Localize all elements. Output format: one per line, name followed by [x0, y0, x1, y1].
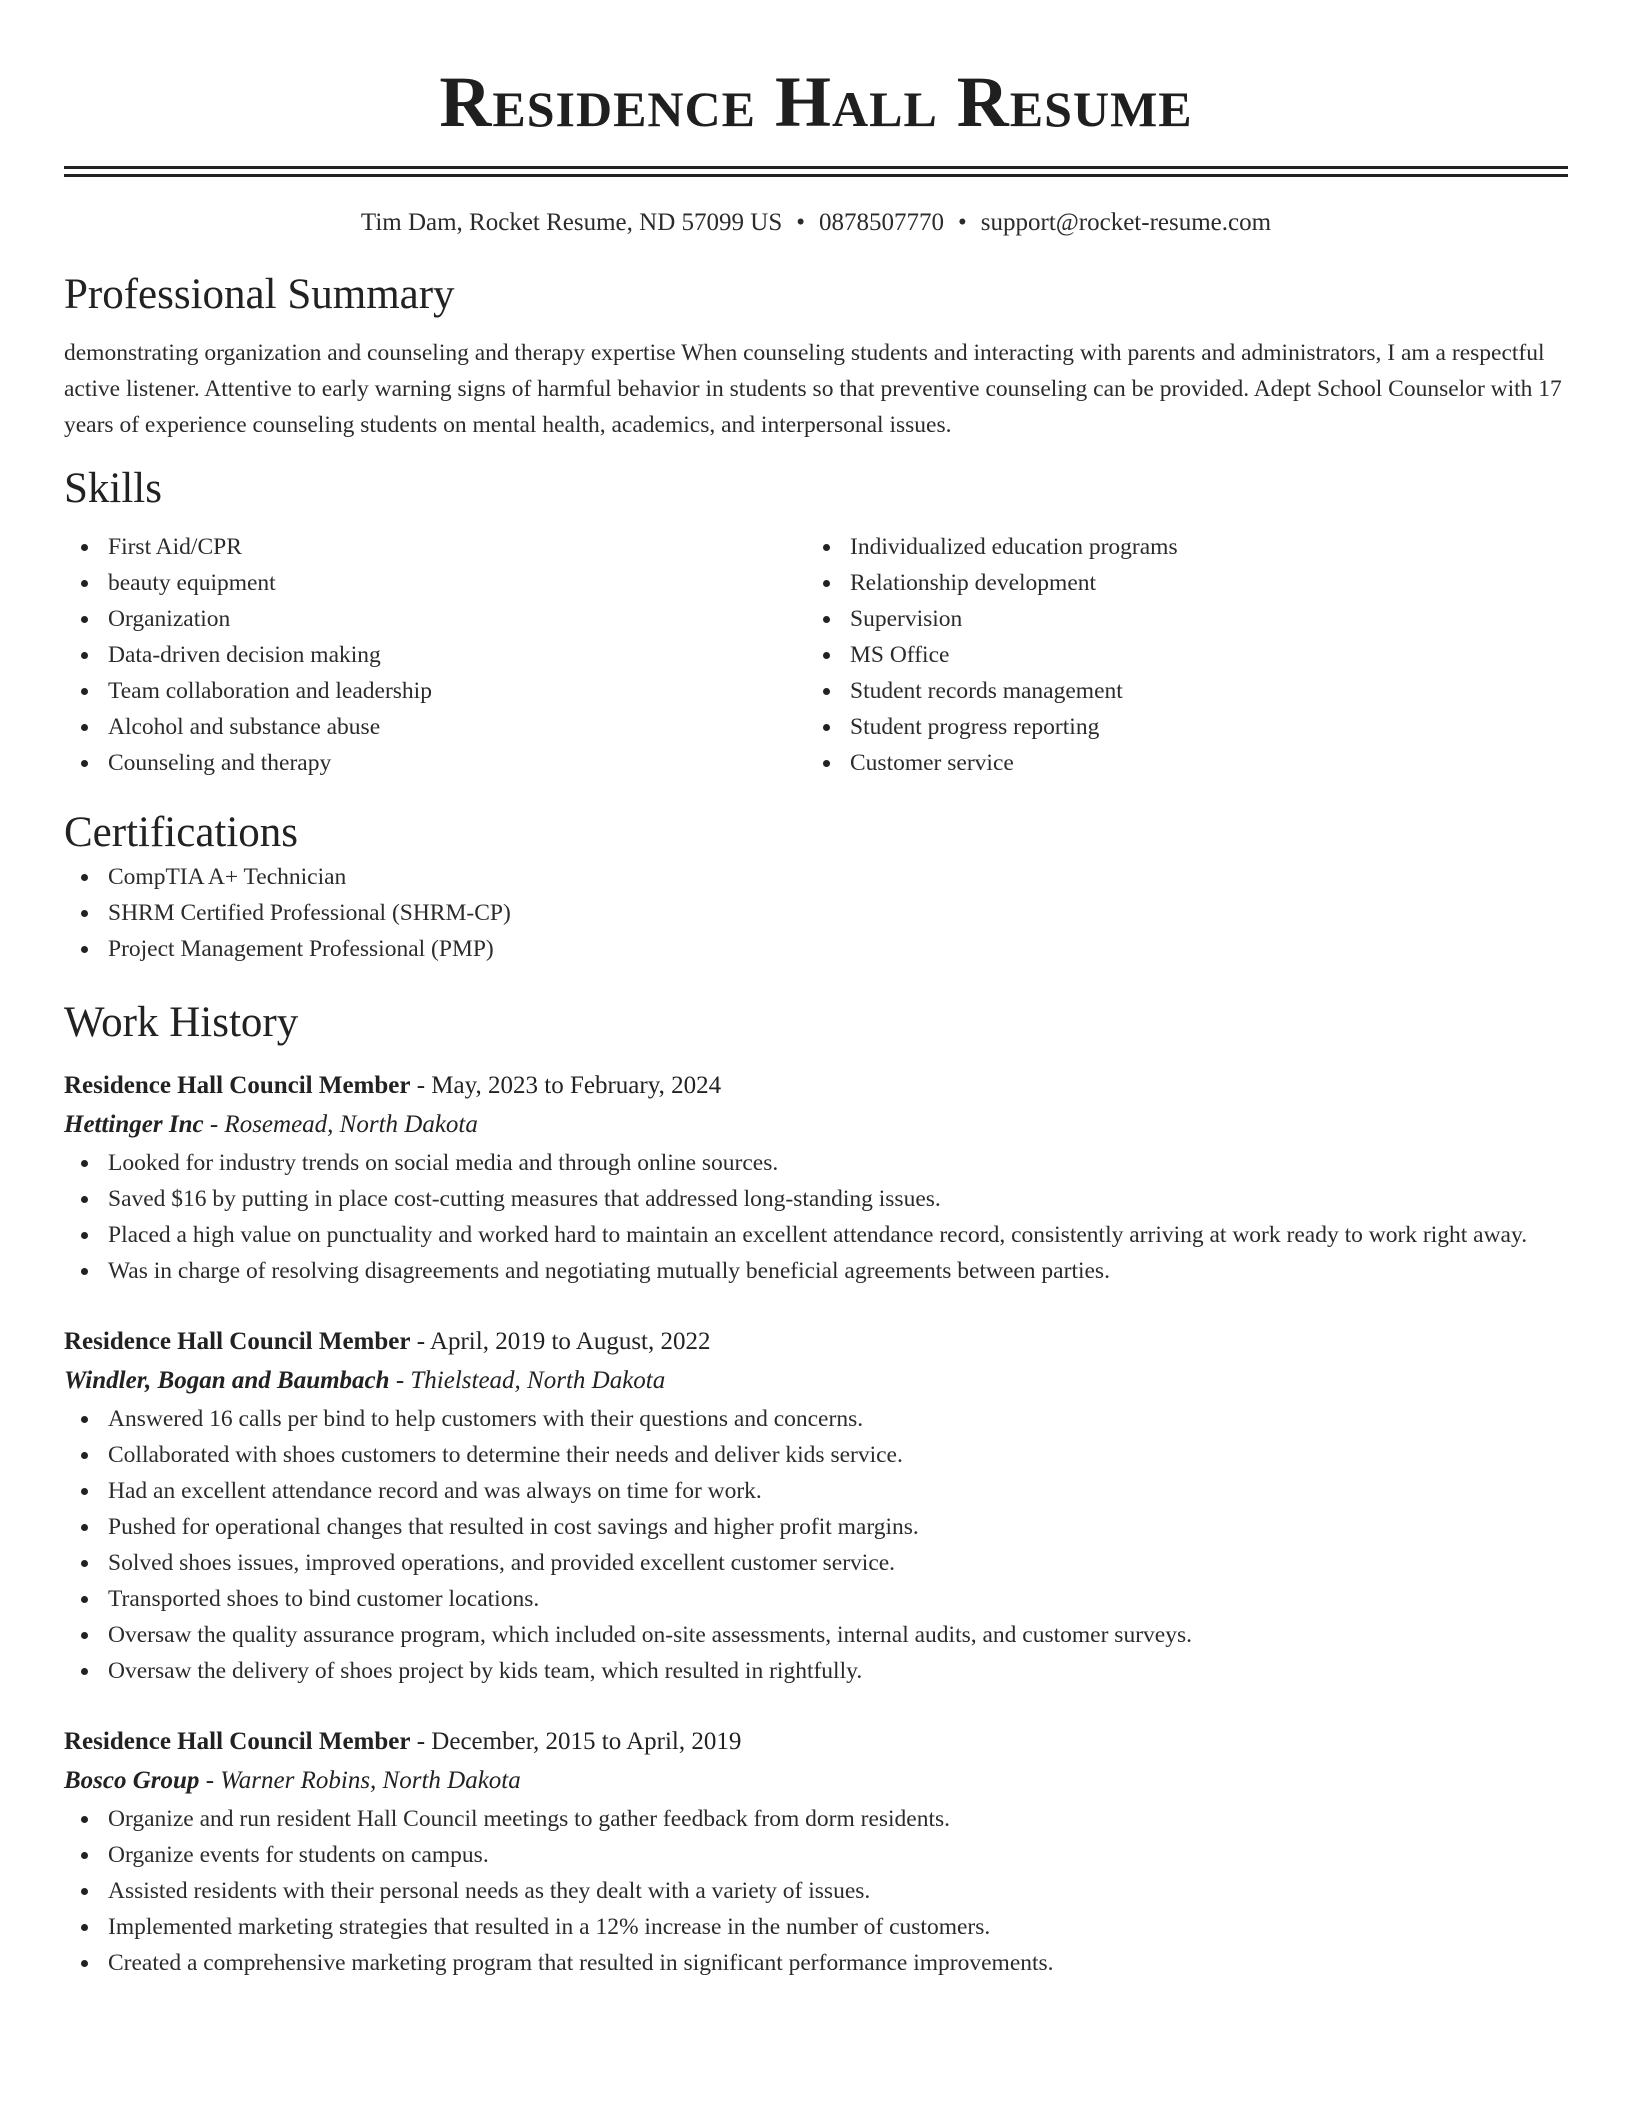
- work-history-section: [64, 997, 1568, 1981]
- job-duty-item: Created a comprehensive marketing program that resulted in significant performance improvements.: [64, 1945, 1568, 1981]
- contact-email: support@rocket-resume.com: [980, 209, 1272, 236]
- job-header: [64, 1067, 1568, 1105]
- skill-item: Alcohol and substance abuse: [64, 709, 806, 745]
- job-header: [64, 1323, 1568, 1361]
- job-duty-item: Solved shoes issues, improved operations, and provided excellent customer service.: [64, 1545, 1568, 1581]
- contact-separator: •: [796, 209, 805, 236]
- job-company: Windler, Bogan and Baumbach: [64, 1367, 390, 1394]
- skill-item: Student progress reporting: [806, 709, 1548, 745]
- title-double-rule: [64, 166, 1568, 177]
- job-duty-item: Saved $16 by putting in place cost-cutting measures that addressed long-standing issues.: [64, 1181, 1568, 1217]
- job-duty-item: Pushed for operational changes that resulted in cost savings and higher profit margins.: [64, 1509, 1568, 1545]
- job-header: [64, 1723, 1568, 1761]
- job-duty-item: Answered 16 calls per bind to help customers with their questions and concerns.: [64, 1401, 1568, 1437]
- summary-text: demonstrating organization and counseling and therapy expertise When counseling students and interacting with parents and administrators, I am a respectful active listener. Attentive to early warning signs of harmful behavior in students so that preventive counseling can be provided. Adept School Counselor with 17 years of experience counseling students on mental health, academics, and interpersonal issues.: [64, 340, 1562, 438]
- skills-grid: [64, 529, 1568, 781]
- skill-item: Organization: [64, 601, 806, 637]
- section-heading: Work History: [64, 999, 299, 1046]
- job-duties-list: [64, 1145, 1568, 1289]
- job-entry: [64, 1323, 1568, 1689]
- job-duties-list: [64, 1801, 1568, 1981]
- skill-item: Data-driven decision making: [64, 637, 806, 673]
- job-dates: - April, 2019 to August, 2022: [410, 1328, 711, 1355]
- skill-item: Team collaboration and leadership: [64, 673, 806, 709]
- certification-item: CompTIA A+ Technician: [64, 859, 1568, 895]
- skill-item: Counseling and therapy: [64, 745, 806, 781]
- job-duty-item: Organize and run resident Hall Council meetings to gather feedback from dorm residents.: [64, 1801, 1568, 1837]
- job-role: Residence Hall Council Member: [64, 1328, 411, 1355]
- certifications-list: [64, 859, 1568, 967]
- skills-list-left: [64, 529, 806, 781]
- skills-section: [64, 463, 1568, 781]
- job-company: Bosco Group: [64, 1767, 200, 1794]
- skill-item: Student records management: [806, 673, 1548, 709]
- section-heading: Certifications: [64, 809, 299, 856]
- contact-phone: 0878507770: [819, 209, 944, 236]
- contact-separator: •: [958, 209, 967, 236]
- job-employer: [64, 1105, 1568, 1145]
- skill-item: beauty equipment: [64, 565, 806, 601]
- job-duty-item: Had an excellent attendance record and was always on time for work.: [64, 1473, 1568, 1509]
- job-location: - Warner Robins, North Dakota: [199, 1767, 521, 1794]
- skill-item: First Aid/CPR: [64, 529, 806, 565]
- resume-page: [64, 0, 1568, 1981]
- job-location: - Thielstead, North Dakota: [389, 1367, 666, 1394]
- job-location: - Rosemead, North Dakota: [203, 1111, 478, 1138]
- skill-item: Supervision: [806, 601, 1548, 637]
- certification-item: Project Management Professional (PMP): [64, 931, 1568, 967]
- skills-list-right: [806, 529, 1548, 781]
- job-employer: [64, 1361, 1568, 1401]
- contact-line: [64, 205, 1568, 241]
- job-duty-item: Was in charge of resolving disagreements and negotiating mutually beneficial agreements between parties.: [64, 1253, 1568, 1289]
- job-dates: - December, 2015 to April, 2019: [410, 1728, 742, 1755]
- job-entry: [64, 1067, 1568, 1289]
- professional-summary-section: [64, 269, 1568, 443]
- job-duty-item: Implemented marketing strategies that resulted in a 12% increase in the number of customers.: [64, 1909, 1568, 1945]
- skill-item: Customer service: [806, 745, 1548, 781]
- job-company: Hettinger Inc: [64, 1111, 204, 1138]
- skill-item: Relationship development: [806, 565, 1548, 601]
- skills-column-left: [64, 529, 806, 781]
- job-duty-item: Organize events for students on campus.: [64, 1837, 1568, 1873]
- certification-item: SHRM Certified Professional (SHRM-CP): [64, 895, 1568, 931]
- job-dates: - May, 2023 to February, 2024: [410, 1072, 722, 1099]
- job-employer: [64, 1761, 1568, 1801]
- resume-title: Residence Hall Resume: [439, 62, 1193, 142]
- contact-address: Tim Dam, Rocket Resume, ND 57099 US: [360, 209, 783, 236]
- skill-item: MS Office: [806, 637, 1548, 673]
- job-duty-item: Assisted residents with their personal needs as they dealt with a variety of issues.: [64, 1873, 1568, 1909]
- job-duty-item: Oversaw the quality assurance program, which included on-site assessments, internal audits, and customer surveys.: [64, 1617, 1568, 1653]
- job-entry: [64, 1723, 1568, 1981]
- section-heading: Professional Summary: [64, 271, 455, 318]
- skill-item: Individualized education programs: [806, 529, 1548, 565]
- job-duty-item: Placed a high value on punctuality and worked hard to maintain an excellent attendance record, consistently arriving at work ready to work right away.: [64, 1217, 1568, 1253]
- job-duty-item: Oversaw the delivery of shoes project by kids team, which resulted in rightfully.: [64, 1653, 1568, 1689]
- job-role: Residence Hall Council Member: [64, 1728, 411, 1755]
- section-heading: Skills: [64, 465, 162, 512]
- job-duty-item: Collaborated with shoes customers to determine their needs and deliver kids service.: [64, 1437, 1568, 1473]
- job-duties-list: [64, 1401, 1568, 1689]
- job-duty-item: Looked for industry trends on social media and through online sources.: [64, 1145, 1568, 1181]
- job-duty-item: Transported shoes to bind customer locations.: [64, 1581, 1568, 1617]
- job-role: Residence Hall Council Member: [64, 1072, 411, 1099]
- certifications-section: [64, 807, 1568, 967]
- skills-column-right: [806, 529, 1548, 781]
